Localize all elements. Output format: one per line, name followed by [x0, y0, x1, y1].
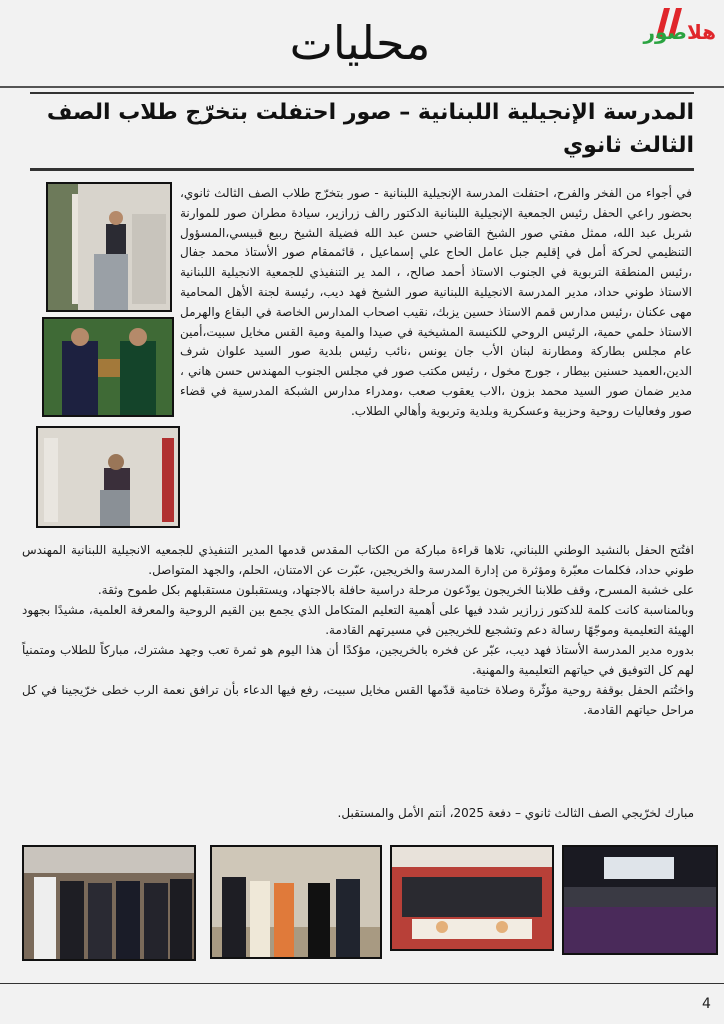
- hala-sour-logo: [620, 4, 716, 48]
- closing-line: مبارك لخرّيجي الصف الثالث ثانوي – دفعة 2025، أنتم الأمل والمستقبل.: [337, 806, 694, 820]
- page-number: 4: [702, 996, 711, 1012]
- footer-rule: [0, 983, 724, 984]
- article-headline: المدرسة الإنجيلية اللبنانية – صور احتفلت بتخرّج طلاب الصف الثالث ثانوي: [46, 100, 694, 158]
- headline-bottom-rule: [30, 168, 694, 171]
- body-paragraph: واختُتم الحفل بوقفة روحية مؤثّرة وصلاة ختامية قدّمها القس مخايل سبيت، رفع فيها الدعاء بأن ترافق نعمة الرب خطى خرّيجينا في كل مراحل حياتهم القادمة.: [22, 683, 694, 717]
- photo-cake-cutting: [390, 845, 554, 951]
- photo-graduates-caps: [562, 845, 718, 955]
- section-title: محليات: [289, 16, 431, 70]
- body-paragraph: بدوره مدير المدرسة الأستاذ فهد ديب، عبّر عن فخره بالخريجين، مؤكدًا أن هذا اليوم هو ثمرة تعب وجهد مشترك، مباركاً للطلاب ومتمنياً لهم كل التوفيق في حياتهم التعليمية والمهنية.: [22, 643, 694, 677]
- photo-clergy-podium: [36, 426, 180, 528]
- article-body: [22, 540, 694, 720]
- body-paragraph: على خشبة المسرح، وقف طلابنا الخريجون يودّعون مرحلة دراسية حافلة بالاجتهاد، ويستقبلون مستقبلهم بكل طموح وثقة.: [97, 583, 694, 597]
- body-paragraph: افتُتح الحفل بالنشيد الوطني اللبناني، تلاها قراءة مباركة من الكتاب المقدس قدمها المدير التنفيذي للجمعيه الانجيلية اللبنانية المهندس طوني حداد، فكلمات معبّرة ومؤثرة من إدارة المدرسة والخريجين، عبّرت عن الامتنان، الحلم، والجهد المتواصل.: [22, 543, 694, 577]
- photo-speaker-podium: [46, 182, 172, 312]
- headline-top-rule: [30, 92, 694, 94]
- photo-guests-group: [210, 845, 382, 959]
- photo-award-presentation: [42, 317, 174, 417]
- body-paragraph: وبالمناسبة كانت كلمة للدكتور زرازير شدد فيها على أهمية التعليم المتكامل الذي يجمع بين القيم الروحية والمعرفة العلمية، مشيدًا بجهود الهيئة التعليمية وموجّهًا رسالة دعم وتشجيع للخريجين في مسيرتهم القادمة.: [22, 603, 694, 637]
- logo-wordmark: هلاصور: [643, 20, 716, 44]
- article-lead-paragraph: في أجواء من الفخر والفرح، احتفلت المدرسة الإنجيلية اللبنانية - صور بتخرّج طلاب الصف الثالث ثانوي، بحضور راعي الحفل رئيس الجمعية الإنجيلية اللبنانية الدكتور رالف زرازير، سيادة مطران صور للموارنة شربل عبد الله، ممثل مفتي صور الشيخ القاضي حسن عبد الله فضيلة الشيخ ربيع قبيسي،المسؤول التنظيمي لحركة أمل في إقليم جبل عامل الحاج علي إسماعيل ، قائممقام صور الأستاذ محمد جفال ،رئيس المنطقة التربوية في الجنوب الاستاذ أحمد صالح، ، المد ير التنفيذي للجمعية الانجيلية اللبنانية الاستاذ طوني حداد، مدير المدرسة الانجيلية اللبنانية صور الشيخ فهد ديب، رئيسة لجنة الأهل المحامية مهى عكنان ،رئيس مدارس قمم الاستاذ حسين يزبك، نقيب اصحاب المدارس الخاصة في البقاع والهرمل الاستاذ حلمي حمية، الرئيس الروحي للكنيسة المشيخية في صيدا والمية ومية القس مخايل سبيت،أمين عام مجلس بطاركة ومطارنة لبنان الأب جان يونس ،نائب رئيس بلدية صور السيد علوان شرف الدين،العميد حسنين بيطار ، جورج مخول ، رئيس مكتب صور في مجلس الجنوب المهندس حسن هاني ، مدير ضمان صور السيد محمد بزون ،الاب يعقوب صعب ،ومدراء مدارس الشبكة المدرسية في قضاء صور وفعاليات روحية وحزبية وعسكرية وبلدية وتربوية وأهالي الطلاب.: [180, 186, 692, 418]
- photo-dignitaries-standing: [22, 845, 196, 961]
- page-header: [0, 0, 724, 88]
